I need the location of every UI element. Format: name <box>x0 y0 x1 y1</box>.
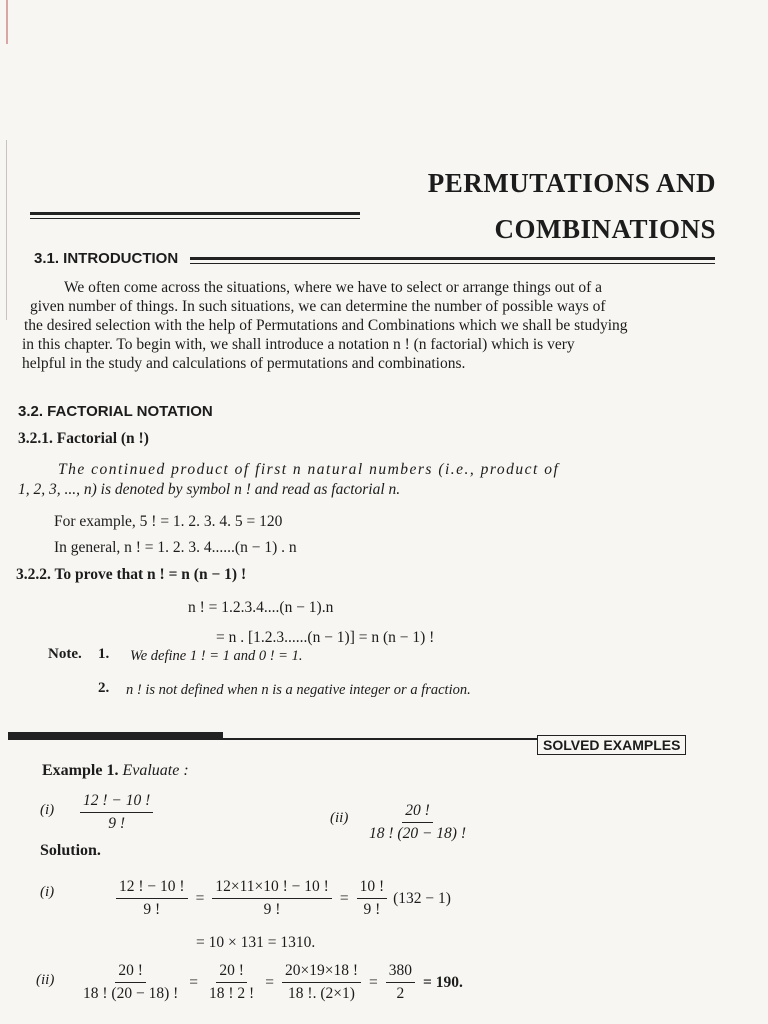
fraction-numerator: 10 ! <box>357 878 388 899</box>
fraction-denominator: 9 ! <box>108 815 126 832</box>
fraction-numerator: 380 <box>386 962 415 983</box>
example-1-part-i-fraction <box>76 792 157 833</box>
fraction-denominator: 18 ! (20 − 18) ! <box>83 985 179 1002</box>
factorial-sub2-heading: 3.2.2. To prove that n ! = n (n − 1) ! <box>16 566 247 583</box>
fraction-denominator: 18 !. (2×1) <box>288 985 355 1002</box>
equals-sign: = <box>189 973 199 991</box>
general-line: In general, n ! = 1. 2. 3. 4......(n − 1) . n <box>54 539 297 556</box>
solution-part-i-tail: (132 − 1) <box>393 889 451 907</box>
example-1-title <box>42 762 189 780</box>
example-1-part-ii-label: (ii) <box>330 810 349 826</box>
definition-line-1: The continued product of first n natural numbers (i.e., product of <box>58 461 560 478</box>
factorial-heading: 3.2. FACTORIAL NOTATION <box>18 403 213 420</box>
fraction-denominator: 9 ! <box>363 901 381 918</box>
note-1-number: 1. <box>98 646 110 662</box>
note-2-text: n ! is not defined when n is a negative integer or a fraction. <box>126 682 471 698</box>
note-label: Note. <box>48 646 82 662</box>
fraction-numerator: 20×19×18 ! <box>282 962 361 983</box>
fraction-denominator: 9 ! <box>143 901 161 918</box>
solution-part-ii-equation <box>76 962 463 1003</box>
fraction-numerator: 12 ! − 10 ! <box>80 792 153 813</box>
example-1-part-ii-fraction <box>362 802 473 843</box>
example-1-task: Evaluate : <box>122 762 189 779</box>
equals-sign: = <box>339 889 349 907</box>
margin-line <box>6 140 7 320</box>
fraction-numerator: 20 ! <box>115 962 146 983</box>
fraction-denominator: 9 ! <box>263 901 281 918</box>
intro-heading: 3.1. INTRODUCTION <box>34 250 179 267</box>
title-rule-lower <box>190 257 715 260</box>
solved-examples-rule <box>8 738 538 740</box>
margin-mark <box>6 0 8 44</box>
equals-sign: = <box>195 889 205 907</box>
factorial-sub1-heading: 3.2.1. Factorial (n !) <box>18 430 149 447</box>
fraction-numerator: 12×11×10 ! − 10 ! <box>212 878 331 899</box>
example-1-part-i-label: (i) <box>40 802 55 818</box>
fraction-numerator: 20 ! <box>402 802 433 823</box>
fraction-denominator: 2 <box>396 985 405 1002</box>
result-text: = 10 × 131 = 1310. <box>196 934 316 951</box>
solution-part-ii-label: (ii) <box>36 972 55 988</box>
equals-sign: = <box>265 973 274 991</box>
intro-line-1: We often come across the situations, where we have to select or arrange things out of a <box>64 279 603 296</box>
fraction-denominator: 18 ! (20 − 18) ! <box>369 825 466 842</box>
title-rule-upper <box>30 212 360 215</box>
chapter-title-line2: COMBINATIONS <box>494 214 716 244</box>
intro-line-2: given number of things. In such situations, we can determine the number of possible ways of <box>30 298 606 315</box>
fraction-numerator: 12 ! − 10 ! <box>116 878 188 899</box>
definition-line-2: 1, 2, 3, ..., n) is denoted by symbol n ! and read as factorial n. <box>18 481 401 498</box>
solution-label: Solution. <box>40 842 101 859</box>
intro-line-3: the desired selection with the help of Permutations and Combinations which we shall be studying <box>24 317 628 334</box>
note-1-text: We define 1 ! = 1 and 0 ! = 1. <box>130 648 303 664</box>
intro-line-4: in this chapter. To begin with, we shall introduce a notation n ! (n factorial) which is very <box>22 336 575 353</box>
intro-line-5: helpful in the study and calculations of permutations and combinations. <box>22 355 466 372</box>
chapter-title-line1: PERMUTATIONS AND <box>427 168 716 198</box>
note-2-number: 2. <box>98 680 110 696</box>
equals-sign: = <box>369 973 378 991</box>
proof-line-2: = n . [1.2.3......(n − 1)] = n (n − 1) ! <box>216 629 435 646</box>
solution-part-i-label: (i) <box>40 884 55 900</box>
title-rule-upper-thin <box>30 218 360 219</box>
solved-examples-label: SOLVED EXAMPLES <box>537 735 686 755</box>
fraction-denominator: 18 ! 2 ! <box>209 985 255 1002</box>
fraction-numerator: 20 ! <box>216 962 247 983</box>
solution-part-ii-result: = 190. <box>423 973 463 991</box>
title-rule-lower-thin <box>190 263 715 264</box>
example-line: For example, 5 ! = 1. 2. 3. 4. 5 = 120 <box>54 513 283 530</box>
example-1-label: Example 1. <box>42 762 119 779</box>
solution-part-i-result <box>196 934 315 952</box>
proof-line-1: n ! = 1.2.3.4....(n − 1).n <box>188 599 334 616</box>
solution-part-i-equation <box>112 878 451 919</box>
